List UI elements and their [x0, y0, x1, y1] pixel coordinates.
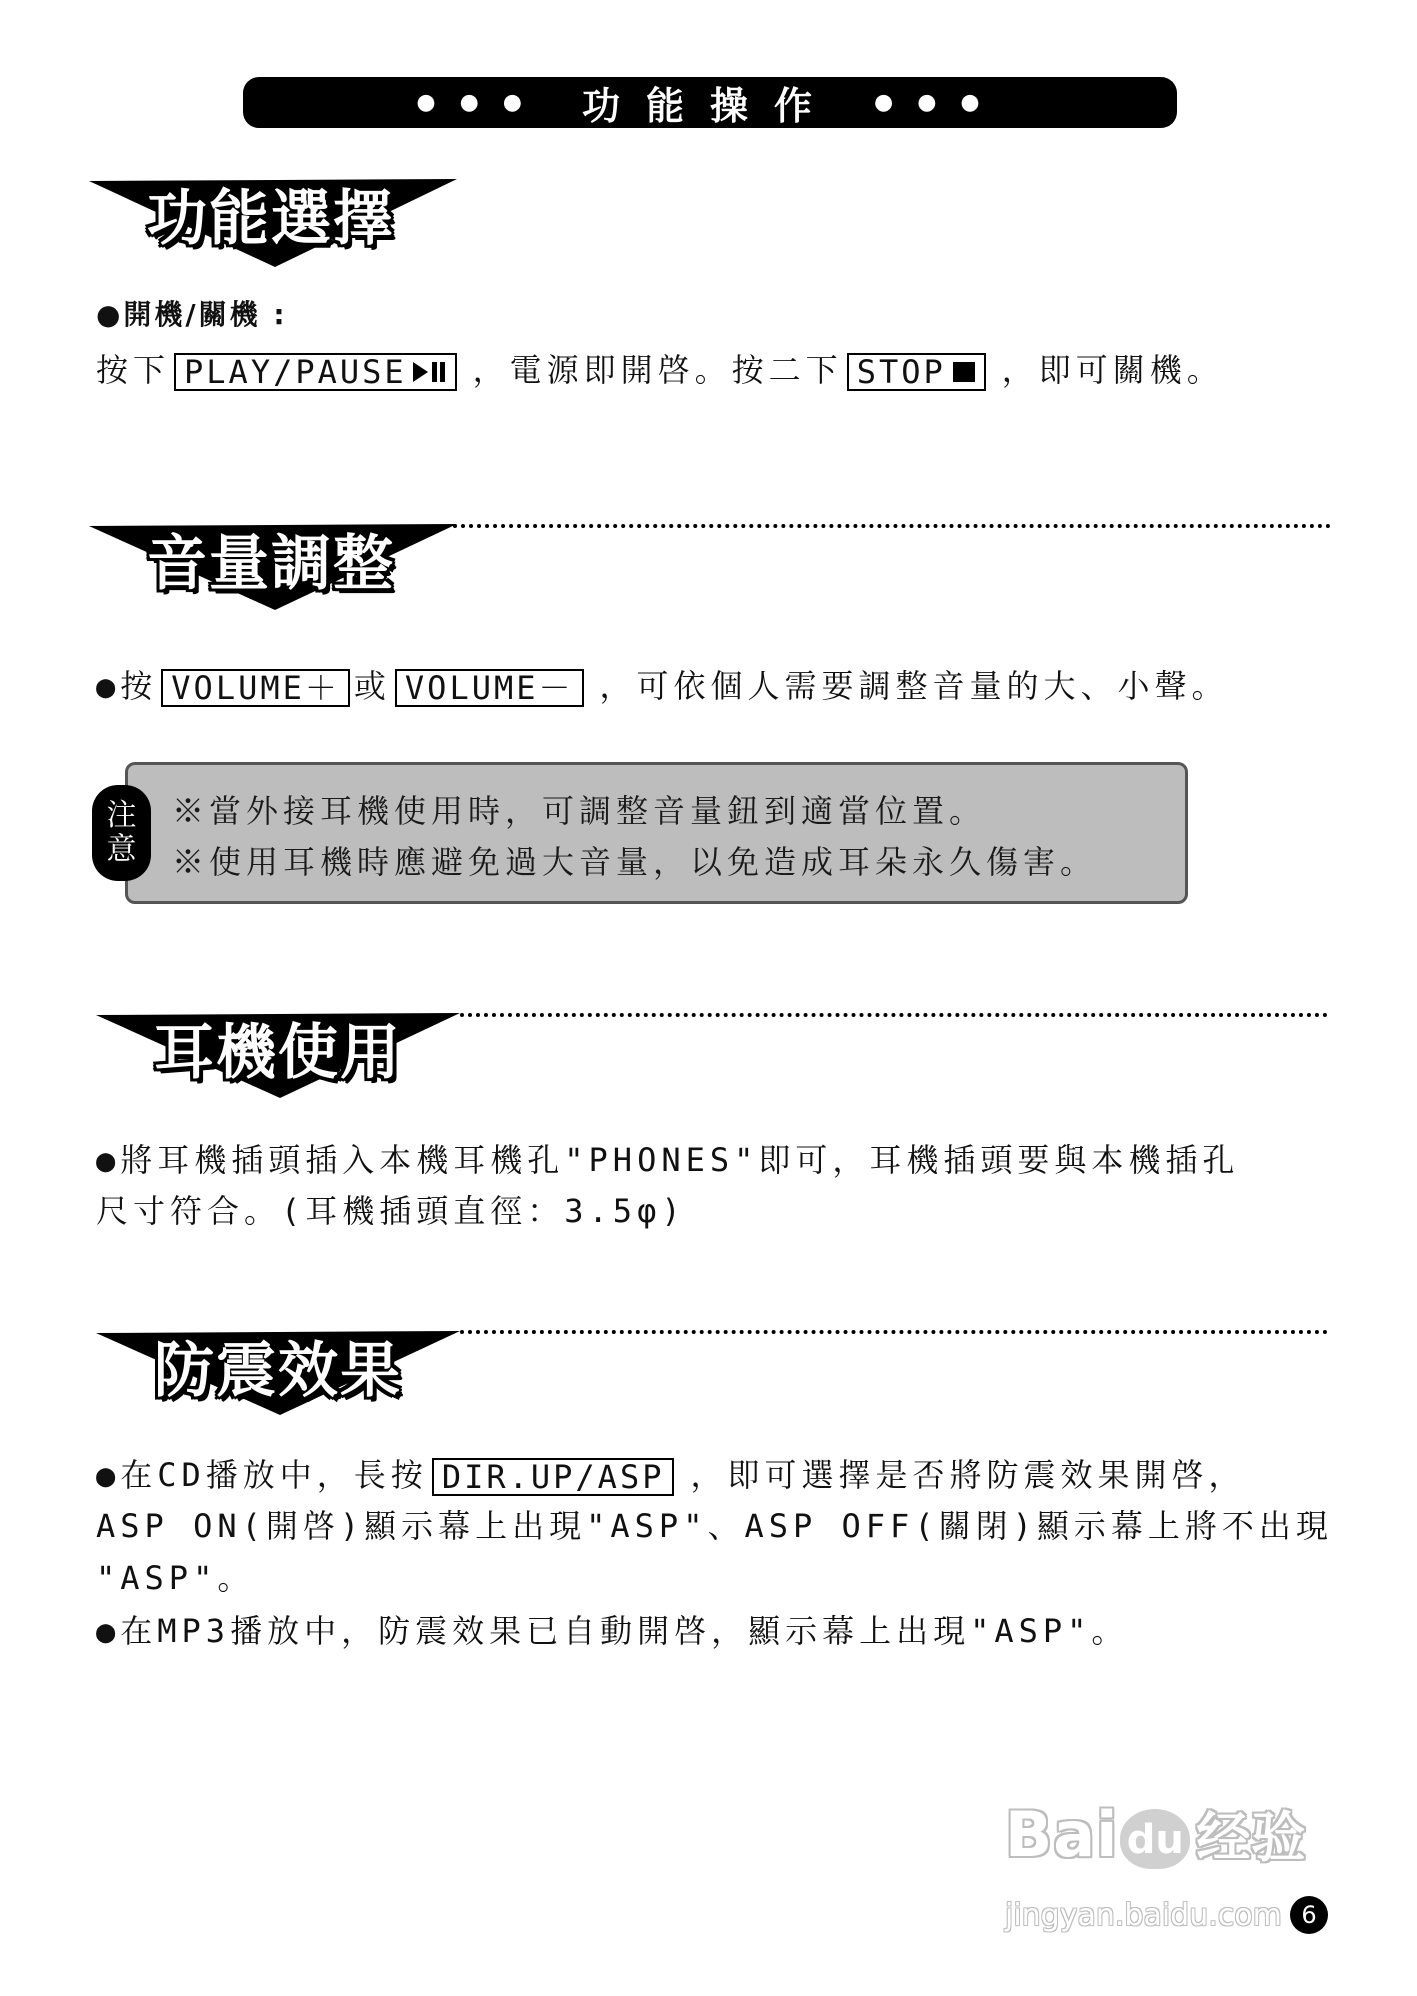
section-banner-function: [89, 179, 457, 267]
page-number: 6: [1290, 1896, 1328, 1934]
caution-badge-char: 意: [106, 832, 137, 867]
volume-up-key: VOLUME＋: [161, 669, 350, 707]
caution-line: ※使用耳機時應避免過大音量，以免造成耳朵永久傷害。: [172, 843, 1098, 881]
section-banner-volume: [89, 524, 457, 610]
volume-text-pre: ●按: [96, 667, 158, 705]
section-title: 功能選擇: [147, 184, 395, 254]
power-text-mid: ，電源即開啓。按二下: [472, 351, 843, 389]
header-dots-left: ●●●: [416, 90, 546, 115]
page-header-bar: [243, 77, 1177, 128]
section-divider: [453, 524, 1331, 528]
section-divider: [460, 1013, 1328, 1017]
section-title: 音量調整: [147, 529, 395, 599]
stop-key: [847, 353, 986, 391]
watermark-brand: Bai: [1005, 1798, 1119, 1871]
stop-icon: [952, 361, 976, 383]
asp-text-post: ，即可選擇是否將防震效果開啓，: [690, 1456, 1246, 1494]
baidu-watermark: [1005, 1800, 1306, 1873]
header-dots-right: ●●●: [874, 90, 1004, 115]
caution-line: ※當外接耳機使用時，可調整音量鈕到適當位置。: [172, 792, 987, 830]
asp-text-line: ●在MP3播放中，防震效果已自動開啓，顯示幕上出現"ASP"。: [96, 1612, 1129, 1650]
section-title: 耳機使用: [154, 1018, 402, 1088]
asp-text-pre: ●在CD播放中，長按: [96, 1456, 428, 1494]
asp-cd-instruction: [96, 1455, 1245, 1496]
watermark-url: jingyan.baidu.com: [1005, 1898, 1282, 1933]
volume-text-or: 或: [353, 667, 391, 705]
caution-badge: [92, 785, 151, 881]
caution-note-box: [125, 762, 1188, 904]
headphone-text-line: ●將耳機插頭插入本機耳機孔"PHONES"即可，耳機插頭要與本機插孔: [96, 1141, 1240, 1179]
play-pause-key-label: PLAY/PAUSE: [184, 353, 407, 391]
section-divider: [460, 1330, 1328, 1334]
caution-badge-char: 注: [106, 798, 137, 833]
power-instruction: [96, 350, 1224, 391]
power-text-post: ，即可關機。: [1001, 351, 1224, 389]
section-banner-anti-shock: [96, 1331, 460, 1415]
volume-down-key: VOLUME－: [395, 669, 584, 707]
watermark-brand-du: du: [1126, 1817, 1184, 1863]
dir-up-asp-key: DIR.UP/ASP: [432, 1458, 675, 1496]
page-title: 功能操作: [581, 84, 838, 128]
power-heading: ●開機/關機 :: [96, 298, 288, 331]
paw-icon: [1120, 1809, 1190, 1869]
play-pause-icon: [413, 361, 447, 383]
section-title: 防震效果: [154, 1336, 402, 1406]
volume-text-post: ，可依個人需要調整音量的大、小聲。: [599, 667, 1229, 705]
power-text-pre: 按下: [96, 351, 171, 389]
headphone-text-line: 尺寸符合。(耳機插頭直徑：3.5φ): [96, 1192, 686, 1230]
stop-key-label: STOP: [856, 353, 946, 391]
asp-text-line: ASP ON(開啓)顯示幕上出現"ASP"、ASP OFF(關閉)顯示幕上將不出現: [96, 1507, 1333, 1545]
section-banner-headphones: [96, 1013, 460, 1098]
volume-instruction: [96, 666, 1229, 707]
watermark-product: 经验: [1196, 1806, 1307, 1869]
play-pause-key: [174, 353, 457, 391]
asp-text-line: "ASP"。: [96, 1559, 255, 1597]
